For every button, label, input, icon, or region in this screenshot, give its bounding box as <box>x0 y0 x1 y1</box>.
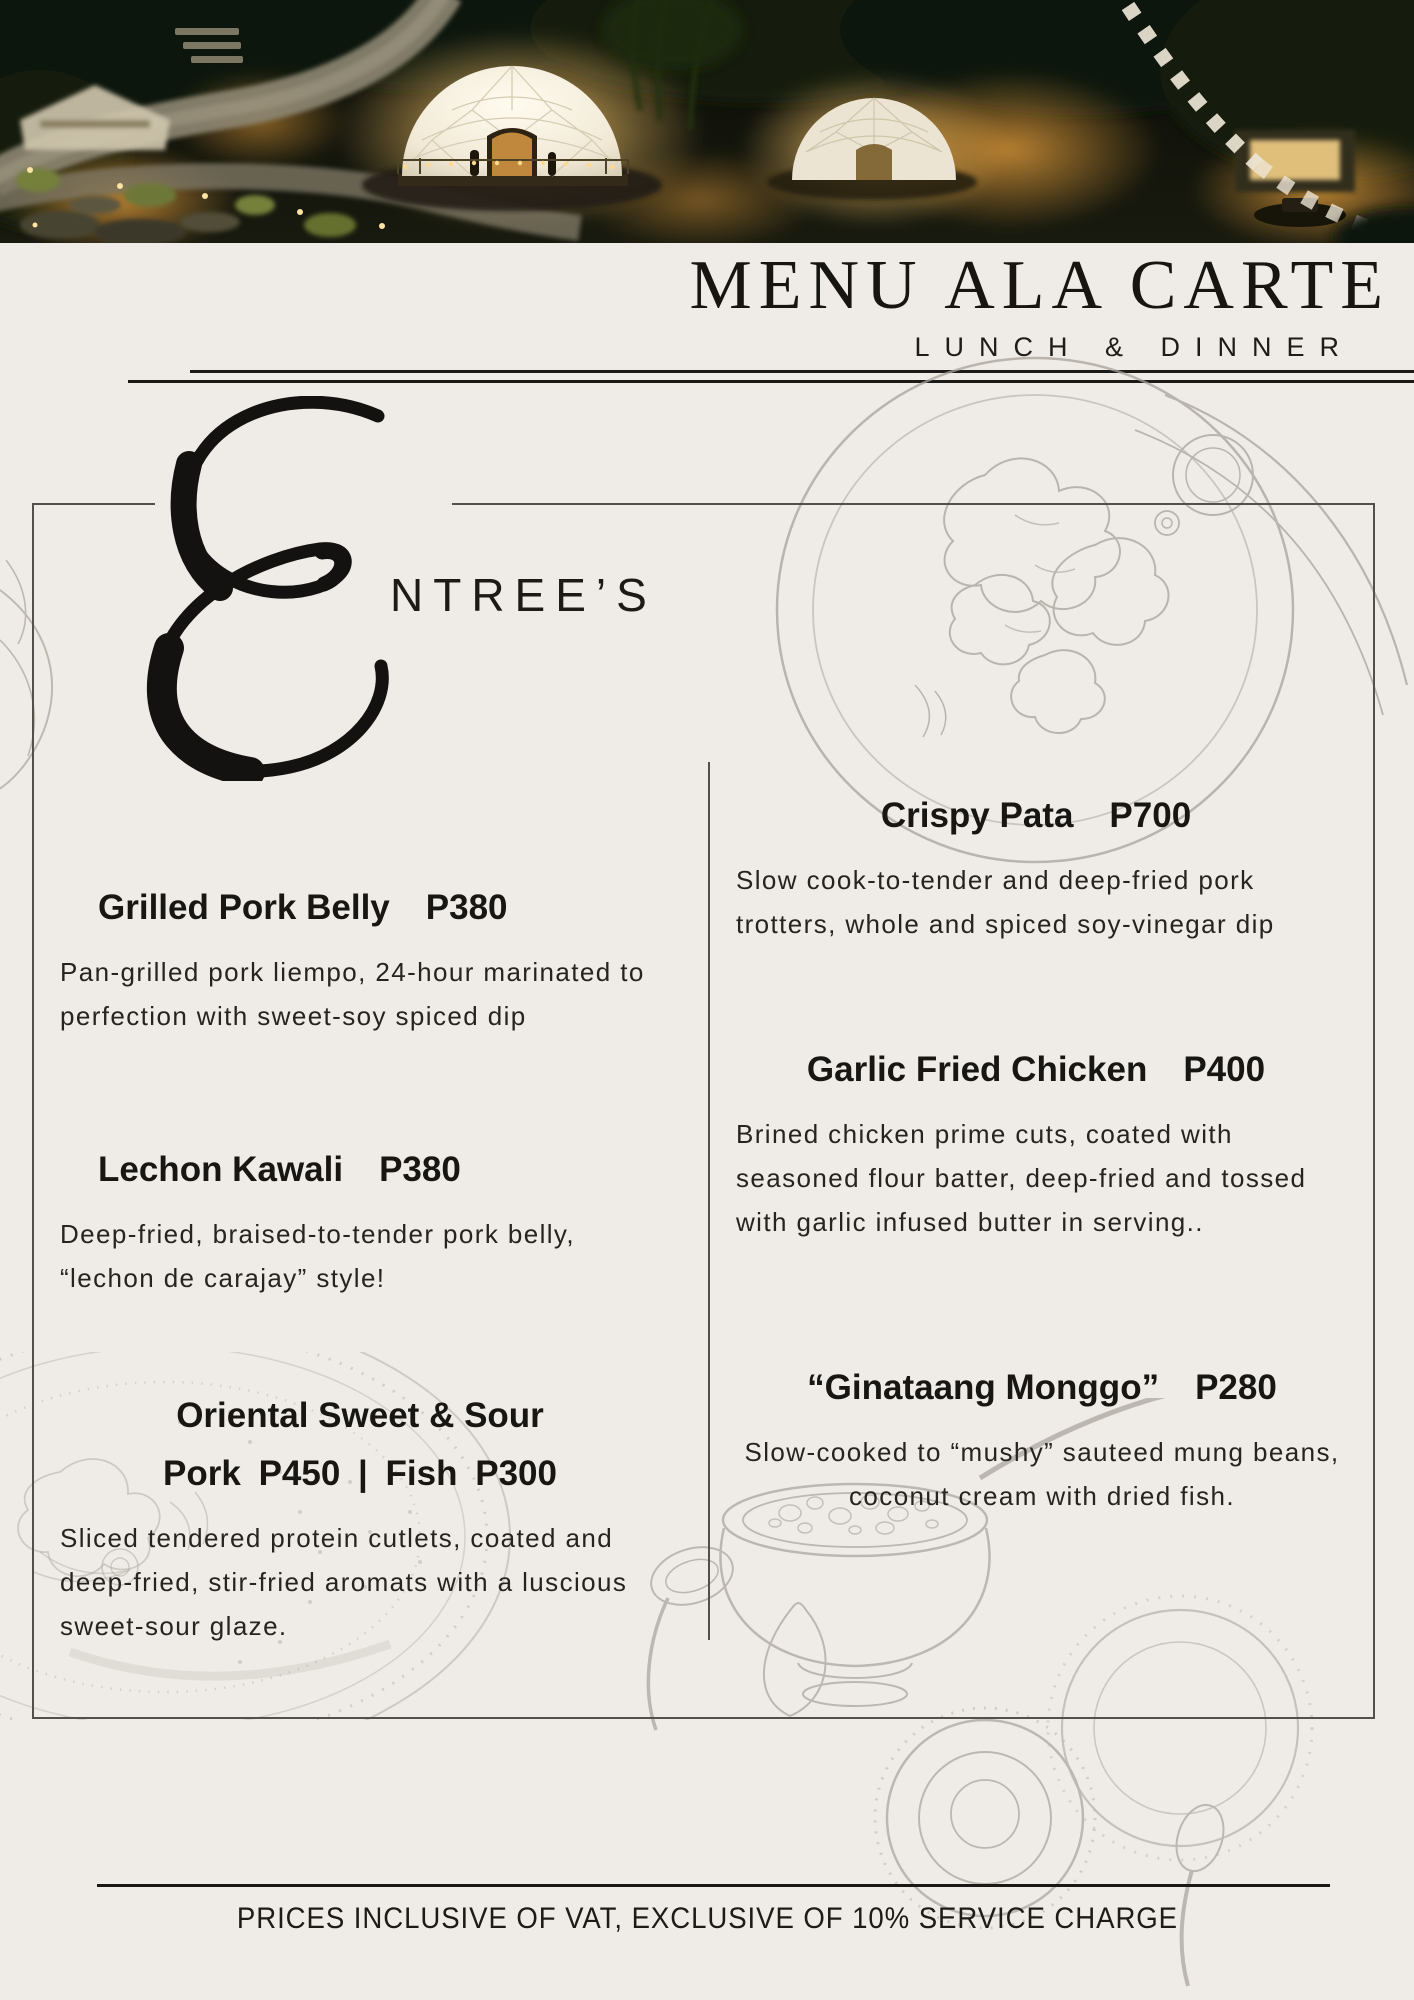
dish-price: P400 <box>1183 1050 1266 1089</box>
resort-night-photo <box>0 0 1414 243</box>
dish-heading <box>736 1050 1336 1090</box>
menu-item-lechon-kawali <box>60 1150 660 1300</box>
frame-top-left-segment <box>32 503 155 505</box>
dish-name: Grilled Pork Belly <box>98 888 390 927</box>
menu-item-grilled-pork-belly <box>60 888 660 1038</box>
column-divider <box>708 762 710 1640</box>
dish-price: P380 <box>379 1150 461 1189</box>
dish-description: Slow cook-to-tender and deep-fried pork trotters, whole and spiced soy-vinegar dip <box>736 865 1275 939</box>
menu-item-ginataang-monggo <box>736 1368 1348 1518</box>
footer-note <box>0 1902 1414 1936</box>
page-subtitle: LUNCH & DINNER <box>914 332 1354 362</box>
dish-description: Deep-fried, braised-to-tender pork belly, “lechon de carajay” style! <box>60 1219 576 1293</box>
menu-item-oriental-sweet-sour <box>60 1396 660 1648</box>
footer-rule <box>97 1884 1330 1887</box>
dish-name: Oriental Sweet & Sour <box>176 1396 544 1435</box>
entrees-initial-monogram <box>138 396 423 781</box>
frame-top-right-segment <box>452 503 1375 505</box>
dish-description: Slow-cooked to “mushy” sauteed mung beans, coconut cream with dried fish. <box>744 1437 1340 1511</box>
section-title: NTREE’S <box>390 569 657 621</box>
dish-price: P280 <box>1195 1368 1277 1407</box>
menu-item-crispy-pata <box>736 796 1336 946</box>
dish-heading <box>60 1150 660 1190</box>
dish-heading <box>60 888 660 928</box>
dish-description: Sliced tendered protein cutlets, coated and deep-fried, stir-fried aromats with a luscious sweet-sour glaze. <box>60 1523 628 1641</box>
dish-description: Pan-grilled pork liempo, 24-hour marinated to perfection with sweet-soy spiced dip <box>60 957 645 1031</box>
dish-name: Lechon Kawali <box>98 1150 344 1189</box>
dish-heading <box>736 796 1336 836</box>
dish-name: Garlic Fried Chicken <box>806 1050 1148 1089</box>
dish-description: Brined chicken prime cuts, coated with seasoned flour batter, deep-fried and tossed with garlic infused butter in serving.. <box>736 1119 1307 1237</box>
dish-price: P380 <box>425 888 508 927</box>
dish-name: Crispy Pata <box>880 796 1074 835</box>
dish-price-options: Pork P450 | Fish P300 <box>163 1454 557 1493</box>
dish-price: P700 <box>1109 796 1192 835</box>
menu-item-garlic-fried-chicken <box>736 1050 1336 1244</box>
page-title: MENU ALA CARTE <box>689 247 1390 324</box>
dish-heading <box>736 1368 1348 1408</box>
footer-note-text: PRICES INCLUSIVE OF VAT, EXCLUSIVE OF 10% SERVICE CHARGE <box>236 1902 1178 1935</box>
dish-name: “Ginataang Monggo” <box>807 1368 1160 1407</box>
